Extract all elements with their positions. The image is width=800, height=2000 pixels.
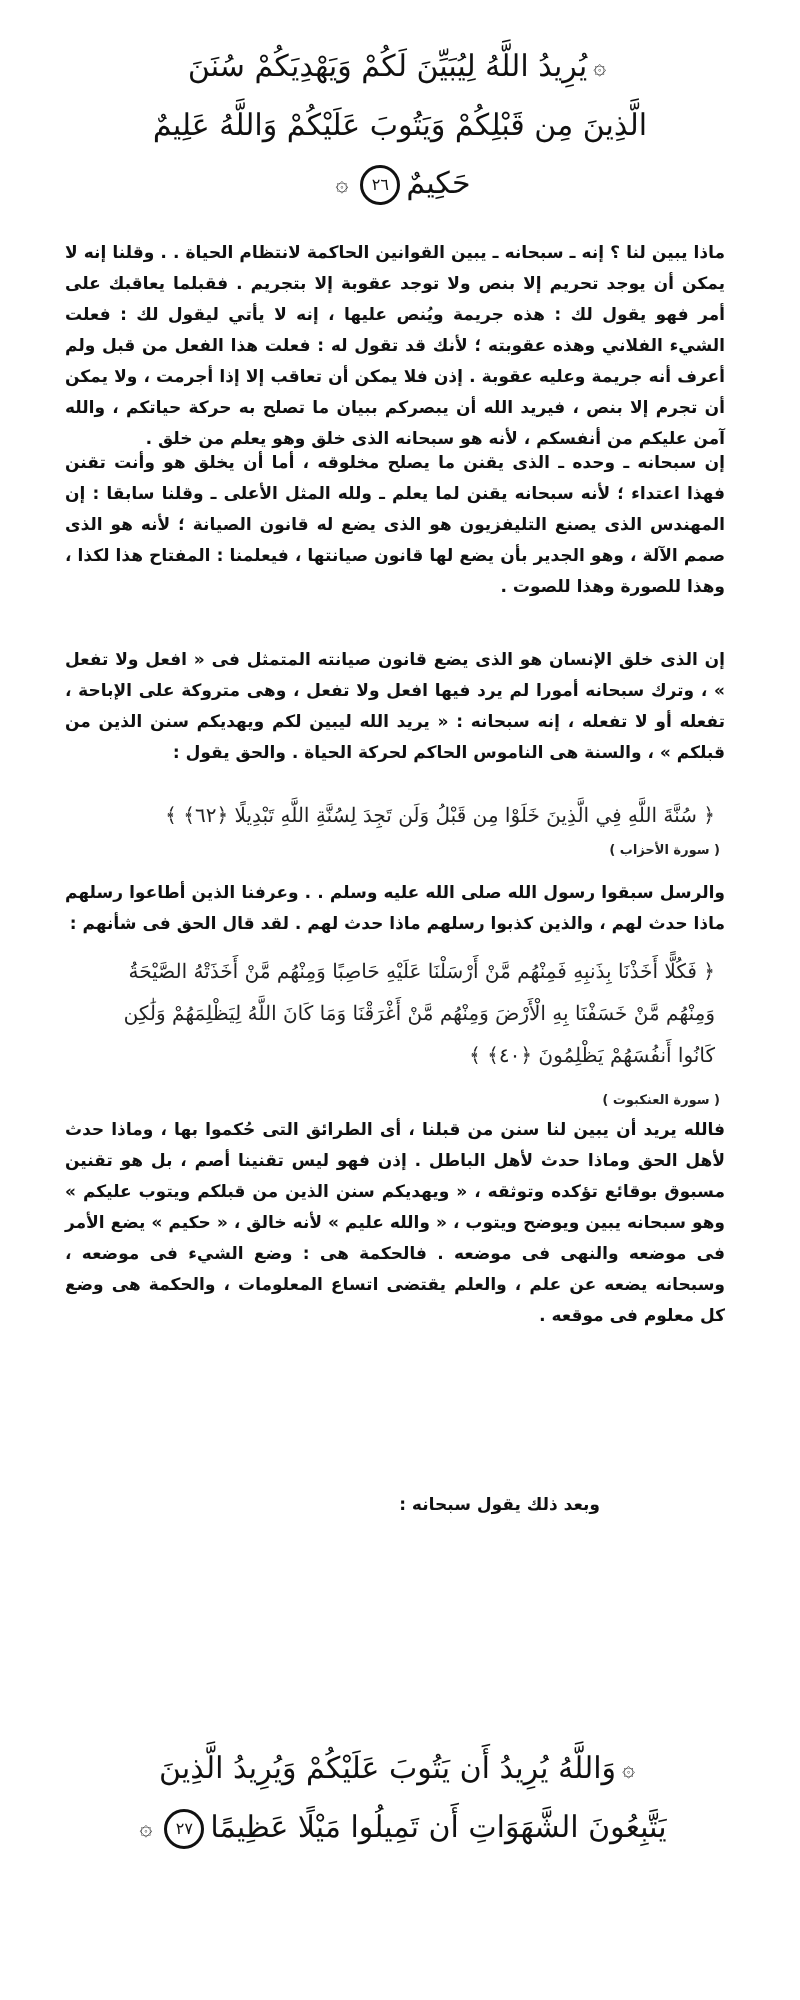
- verse-line: يَتَّبِعُونَ الشَّهَوَاتِ أَن تَمِيلُوا مَيْلًا عَظِيمًا٢٧۞: [120, 1799, 680, 1858]
- ornament-icon: ۞: [622, 1757, 635, 1782]
- verse-line: الَّذِينَ مِن قَبْلِكُمْ وَيَتُوبَ عَلَيْكُمْ وَاللَّهُ عَلِيمٌ: [152, 108, 648, 143]
- ornament-icon: ۞: [593, 55, 607, 80]
- paragraph: والرسل سبقوا رسول الله صلى الله عليه وسلم . . وعرفنا الذين أطاعوا رسلهم ماذا حدث لهم ، والذين كذبوا رسلهم ماذا حدث لهم . لقد قال الحق فى شأنهم :: [65, 883, 725, 934]
- verse-line: ۞يُرِيدُ اللَّهُ لِيُبَيِّنَ لَكُمْ وَيَهْدِيَكُمْ سُنَنَ: [120, 38, 680, 97]
- quran-quote: ﴿ سُنَّةَ اللَّهِ فِي الَّذِينَ خَلَوْا مِن قَبْلُ وَلَن تَجِدَ لِسُنَّةِ اللَّهِ تَبْدِيلًا ﴿٦٢﴾ ﴾: [165, 803, 715, 827]
- ornament-icon: ۞: [139, 1816, 153, 1841]
- opening-verse: [120, 38, 680, 214]
- transition-line: وبعد ذلك يقول سبحانه :: [399, 1495, 600, 1515]
- ayah-number-badge: ٢٦: [360, 165, 400, 205]
- verse-line: ۞وَاللَّهُ يُرِيدُ أَن يَتُوبَ عَلَيْكُمْ وَيُرِيدُ الَّذِينَ: [120, 1740, 680, 1799]
- paragraph: إن سبحانه ـ وحده ـ الذى يقنن ما يصلح مخلوقه ، أما أن يخلق هو وأنت تقنن فهذا اعتداء ؛ لأنه سبحانه يقنن لما يعلم ـ ولله المثل الأعلى ـ وقلنا سابقا : إن المهندس الذى يصنع التليفزيون هو الذى يضع له قانون الصيانة ؛ لأنه هو الذى صمم الآلة ، وهو الجدير بأن يضع لها قانون صيانتها ، فيعلمنا : المفتاح هذا لكذا ، وهذا للصورة وهذا للصوت .: [65, 453, 725, 597]
- paragraph: إن الذى خلق الإنسان هو الذى يضع قانون صيانته المتمثل فى « افعل ولا تفعل » ، وترك سبحانه أمورا لم يرد فيها افعل ولا تفعل ، وهى متروكة على الإباحة ، تفعله أو لا تفعله ، إنه سبحانه : « يريد الله ليبين لكم ويهديكم سنن الذين من قبلكم » ، والسنة هى الناموس الحاكم لحركة الحياة . والحق يقول :: [65, 650, 725, 763]
- surah-reference: ( سورة الأحزاب ): [609, 843, 720, 858]
- paragraph: ماذا يبين لنا ؟ إنه ـ سبحانه ـ يبين القوانين الحاكمة لانتظام الحياة . . وقلنا إنه لا يمكن أن يوجد تحريم إلا بنص ولا توجد عقوبة إلا بتجريم . فقبلما يعاقبك على أمر فهو يقول لك : هذه جريمة ويُنص عليها ، إنه لا يأتي ليقول لك : فعلت الشيء الفلاني وهذه عقوبته ؛ لأنك قد تقول له : فعلت هذا الفعل من قبل ولم أعرف أنه جريمة وعليه عقوبة . إذن فلا يمكن أن تعاقب إلا إذا أجرمت ، ولا يمكن أن تجرم إلا بنص ، فيريد الله أن يبصركم ببيان ما تصلح به حركة حياتكم ، والله آمن عليكم من أنفسكم ، لأنه هو سبحانه الذى خلق وهو يعلم من خلق .: [65, 243, 725, 449]
- surah-reference: ( سورة العنكبوت ): [602, 1093, 720, 1108]
- quran-quote: ﴿ فَكُلًّا أَخَذْنَا بِذَنبِهِ فَمِنْهُم مَّنْ أَرْسَلْنَا عَلَيْهِ حَاصِبًا وَمِنْهُم مَّنْ أَخَذَتْهُ الصَّيْحَةُ وَمِنْهُم مَّنْ خَسَفْنَا بِهِ الْأَرْضَ وَمِنْهُم مَّنْ أَغْرَقْنَا وَمَا كَانَ اللَّهُ لِيَظْلِمَهُمْ وَلَٰكِن كَانُوا أَنفُسَهُمْ يَظْلِمُونَ ﴿٤٠﴾ ﴾: [123, 959, 715, 1067]
- ornament-icon: ۞: [335, 172, 349, 197]
- verse-line: حَكِيمٌ٢٦۞: [120, 155, 680, 214]
- closing-verse: [120, 1740, 680, 1858]
- ayah-number-badge: ٢٧: [164, 1809, 204, 1849]
- paragraph: فالله يريد أن يبين لنا سنن من قبلنا ، أى الطرائق التى حُكموا بها ، وماذا حدث لأهل الحق وماذا حدث لأهل الباطل . إذن فهو ليس تقنينا أصم ، بل هو تقنين مسبوق بوقائع تؤكده وتوثقه ، « ويهديكم سنن الذين من قبلكم ويتوب عليكم » وهو سبحانه يبين ويوضح ويتوب ، « والله عليم » لأنه خالق ، « حكيم » يضع الأمر فى موضعه والنهى فى موضعه . فالحكمة هى : وضع الشيء فى موضعه ، وسبحانه يضعه عن علم ، والعلم يقتضى اتساع المعلومات ، والحكمة هى وضع كل معلوم فى موقعه .: [65, 1120, 725, 1326]
